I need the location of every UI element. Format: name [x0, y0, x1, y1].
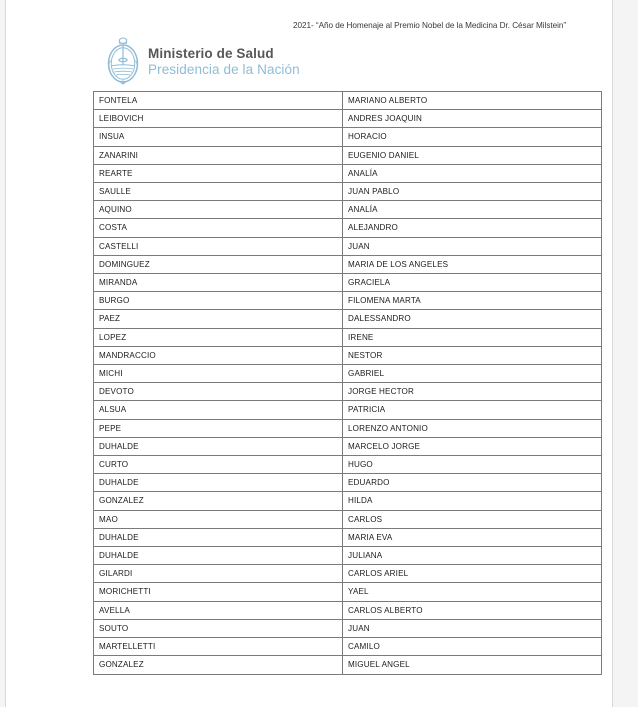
table-row: [94, 128, 602, 146]
table-row: [94, 146, 602, 164]
table-row: [94, 419, 602, 437]
cell-nombre: CARLOS ARIEL: [343, 565, 602, 583]
cell-nombre: LORENZO ANTONIO: [343, 419, 602, 437]
table-row: [94, 638, 602, 656]
table-row: [94, 601, 602, 619]
cell-apellido: GILARDI: [94, 565, 343, 583]
cell-apellido: REARTE: [94, 164, 343, 182]
cell-apellido: MARTELLETTI: [94, 638, 343, 656]
cell-nombre: PATRICIA: [343, 401, 602, 419]
cell-apellido: ALSUA: [94, 401, 343, 419]
ministry-logo-text: [148, 46, 300, 78]
cell-apellido: MANDRACCIO: [94, 346, 343, 364]
cell-apellido: GONZALEZ: [94, 492, 343, 510]
table-row: [94, 237, 602, 255]
cell-apellido: CURTO: [94, 456, 343, 474]
cell-apellido: BURGO: [94, 292, 343, 310]
cell-apellido: DUHALDE: [94, 528, 343, 546]
table-row: [94, 474, 602, 492]
cell-nombre: GRACIELA: [343, 274, 602, 292]
cell-apellido: AQUINO: [94, 201, 343, 219]
cell-apellido: DUHALDE: [94, 474, 343, 492]
cell-apellido: DOMINGUEZ: [94, 255, 343, 273]
table-row: [94, 110, 602, 128]
cell-nombre: IRENE: [343, 328, 602, 346]
cell-nombre: HORACIO: [343, 128, 602, 146]
cell-nombre: ALEJANDRO: [343, 219, 602, 237]
argentina-coat-of-arms-icon: [104, 37, 142, 87]
table-row: [94, 255, 602, 273]
table-row: [94, 365, 602, 383]
document-page: [6, 0, 612, 707]
table-row: [94, 328, 602, 346]
table-row: [94, 437, 602, 455]
ministry-logo-block: [104, 37, 300, 87]
table-row: [94, 547, 602, 565]
cell-apellido: LOPEZ: [94, 328, 343, 346]
table-row: [94, 456, 602, 474]
table-row: [94, 346, 602, 364]
cell-nombre: MIGUEL ANGEL: [343, 656, 602, 674]
cell-apellido: ZANARINI: [94, 146, 343, 164]
cell-apellido: MAO: [94, 510, 343, 528]
table-row: [94, 92, 602, 110]
cell-nombre: CARLOS: [343, 510, 602, 528]
table-row: [94, 274, 602, 292]
cell-nombre: NESTOR: [343, 346, 602, 364]
cell-nombre: JUAN: [343, 619, 602, 637]
cell-apellido: GONZALEZ: [94, 656, 343, 674]
table-row: [94, 183, 602, 201]
ministry-name-label: Ministerio de Salud: [148, 46, 274, 62]
cell-nombre: MARIA DE LOS ANGELES: [343, 255, 602, 273]
viewer-right-gutter-divider: [612, 0, 613, 707]
cell-nombre: YAEL: [343, 583, 602, 601]
cell-nombre: JUAN PABLO: [343, 183, 602, 201]
cell-nombre: ANALÍA: [343, 201, 602, 219]
vertical-scrollbar-track[interactable]: [618, 0, 630, 707]
table-row: [94, 619, 602, 637]
cell-apellido: CASTELLI: [94, 237, 343, 255]
cell-apellido: COSTA: [94, 219, 343, 237]
cell-apellido: AVELLA: [94, 601, 343, 619]
cell-nombre: DALESSANDRO: [343, 310, 602, 328]
table-row: [94, 219, 602, 237]
table-row: [94, 310, 602, 328]
names-table-body: [94, 92, 602, 675]
table-row: [94, 565, 602, 583]
cell-nombre: FILOMENA MARTA: [343, 292, 602, 310]
cell-nombre: JORGE HECTOR: [343, 383, 602, 401]
cell-apellido: SOUTO: [94, 619, 343, 637]
table-row: [94, 656, 602, 674]
presidency-name-label: Presidencia de la Nación: [148, 62, 300, 77]
table-row: [94, 492, 602, 510]
cell-nombre: ANDRES JOAQUIN: [343, 110, 602, 128]
table-row: [94, 583, 602, 601]
cell-nombre: CARLOS ALBERTO: [343, 601, 602, 619]
cell-apellido: PEPE: [94, 419, 343, 437]
cell-nombre: ANALÍA: [343, 164, 602, 182]
cell-apellido: INSUA: [94, 128, 343, 146]
table-row: [94, 383, 602, 401]
document-header-note: 2021- “Año de Homenaje al Premio Nobel de la Medicina Dr. César Milstein”: [293, 21, 567, 30]
cell-nombre: MARIANO ALBERTO: [343, 92, 602, 110]
cell-nombre: JUAN: [343, 237, 602, 255]
table-row: [94, 401, 602, 419]
cell-nombre: HILDA: [343, 492, 602, 510]
cell-nombre: EDUARDO: [343, 474, 602, 492]
names-table: [93, 91, 602, 675]
cell-apellido: MICHI: [94, 365, 343, 383]
cell-apellido: LEIBOVICH: [94, 110, 343, 128]
cell-nombre: HUGO: [343, 456, 602, 474]
cell-nombre: MARCELO JORGE: [343, 437, 602, 455]
cell-nombre: MARIA EVA: [343, 528, 602, 546]
cell-nombre: JULIANA: [343, 547, 602, 565]
cell-nombre: CAMILO: [343, 638, 602, 656]
cell-apellido: PAEZ: [94, 310, 343, 328]
table-row: [94, 292, 602, 310]
cell-apellido: DUHALDE: [94, 547, 343, 565]
table-row: [94, 164, 602, 182]
table-row: [94, 201, 602, 219]
cell-apellido: DUHALDE: [94, 437, 343, 455]
cell-nombre: GABRIEL: [343, 365, 602, 383]
table-row: [94, 510, 602, 528]
cell-apellido: FONTELA: [94, 92, 343, 110]
table-row: [94, 528, 602, 546]
cell-apellido: MIRANDA: [94, 274, 343, 292]
cell-apellido: DEVOTO: [94, 383, 343, 401]
cell-apellido: SAULLE: [94, 183, 343, 201]
cell-apellido: MORICHETTI: [94, 583, 343, 601]
cell-nombre: EUGENIO DANIEL: [343, 146, 602, 164]
